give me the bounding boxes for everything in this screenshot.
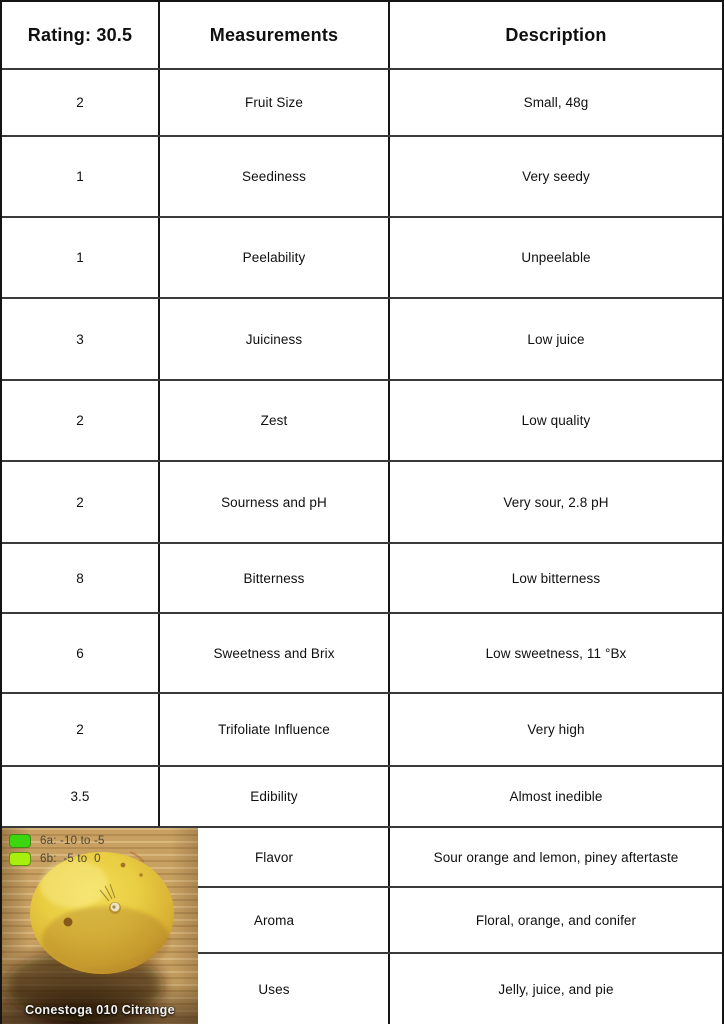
row-measurement: Sourness and pH: [160, 462, 390, 542]
table-row: [2, 297, 722, 379]
zone-6b-swatch: [9, 852, 31, 866]
row-description: Floral, orange, and conifer: [475, 912, 637, 928]
row-score: 1: [2, 218, 160, 297]
row-score: 3.5: [2, 767, 160, 826]
row-measurement: Trifoliate Influence: [160, 694, 390, 765]
row-score: 2: [2, 381, 160, 460]
row-measurement: Juiciness: [160, 299, 390, 379]
legend-item-6b: [9, 852, 105, 866]
row-score: 1: [2, 137, 160, 216]
row-description: Very seedy: [522, 169, 590, 184]
hardiness-legend: [9, 834, 105, 870]
photo-caption: Conestoga 010 Citrange: [25, 1003, 175, 1017]
zone-6a-swatch: [9, 834, 31, 848]
row-description: Small, 48g: [523, 95, 589, 110]
row-measurement: Uses: [160, 954, 390, 1024]
header-description: Description: [505, 24, 607, 45]
header-measurements: Measurements: [160, 2, 390, 68]
row-description: Very sour, 2.8 pH: [503, 494, 609, 510]
row-measurement: Fruit Size: [160, 70, 390, 135]
row-measurement: Seediness: [160, 137, 390, 216]
table-row: [2, 460, 722, 542]
table-row: [2, 216, 722, 297]
table-row: [2, 542, 722, 612]
row-score: 8: [2, 544, 160, 612]
row-description: Sour orange and lemon, piney aftertaste: [433, 849, 679, 865]
row-description: Low sweetness, 11 °Bx: [485, 645, 627, 661]
legend-item-6a: [9, 834, 105, 848]
row-description: Almost inedible: [509, 789, 603, 804]
table-row: [2, 692, 722, 765]
row-description: Low juice: [527, 331, 585, 347]
table-row: [2, 379, 722, 460]
row-measurement: Aroma: [160, 888, 390, 952]
row-description: Unpeelable: [521, 250, 591, 265]
fruit-photo: [2, 828, 198, 1024]
zone-6b-label: 6b: -5 to 0: [40, 853, 101, 865]
row-measurement: Zest: [160, 381, 390, 460]
row-score: 2: [2, 70, 160, 135]
table-row: [2, 135, 722, 216]
header-rating: Rating: 30.5: [2, 2, 160, 68]
row-score: 6: [2, 614, 160, 692]
row-description: Very high: [527, 722, 585, 737]
zone-6a-label: 6a: -10 to -5: [40, 835, 105, 847]
row-measurement: Edibility: [160, 767, 390, 826]
row-measurement: Bitterness: [160, 544, 390, 612]
table-row: [2, 765, 722, 826]
row-description: Jelly, juice, and pie: [498, 981, 614, 997]
row-description: Low bitterness: [511, 570, 601, 586]
table-row: [2, 612, 722, 692]
row-measurement: Sweetness and Brix: [160, 614, 390, 692]
row-measurement: Peelability: [160, 218, 390, 297]
table-row: [2, 68, 722, 135]
row-description: Low quality: [521, 413, 591, 428]
row-score: 2: [2, 462, 160, 542]
row-score: 3: [2, 299, 160, 379]
row-measurement: Flavor: [160, 828, 390, 886]
row-score: 2: [2, 694, 160, 765]
table-header-row: [2, 2, 722, 68]
